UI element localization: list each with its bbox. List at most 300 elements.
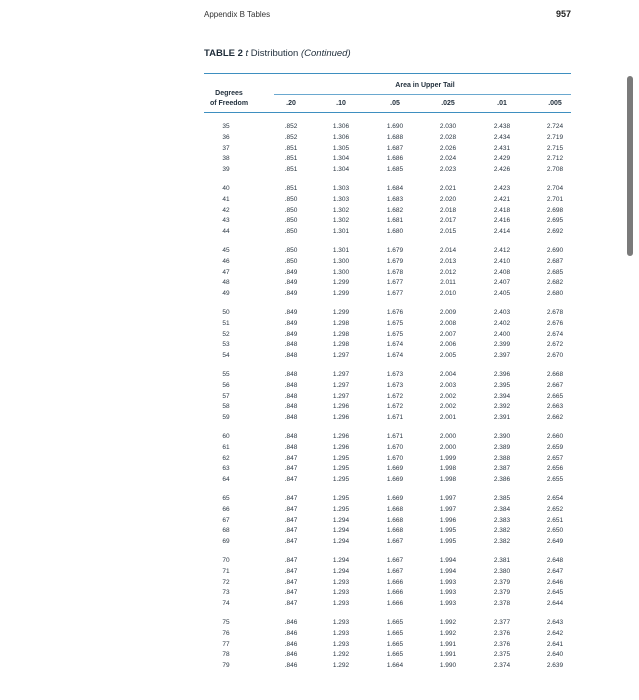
value-cell: 2.390: [493, 433, 511, 440]
value-cell: .848: [284, 381, 298, 389]
column-header: .005: [548, 100, 562, 107]
column-header: .20: [286, 100, 296, 107]
value-cell: 1.679: [386, 257, 404, 265]
table-row: [0, 475, 639, 486]
value-cell: 1.670: [386, 454, 404, 462]
value-cell: 1.298: [332, 319, 350, 327]
df-cell: 52: [222, 330, 230, 338]
value-cell: 2.656: [546, 465, 564, 473]
value-cell: 2.400: [493, 330, 511, 338]
table-row: [0, 618, 639, 629]
value-cell: 2.012: [439, 268, 457, 276]
value-cell: 2.030: [439, 123, 457, 130]
df-cell: 38: [222, 155, 230, 163]
value-cell: 2.429: [493, 155, 511, 163]
value-cell: 2.383: [493, 516, 511, 524]
value-cell: 2.014: [439, 247, 457, 254]
value-cell: 2.006: [439, 341, 457, 349]
table-row: [0, 133, 639, 144]
table-row: [0, 588, 639, 599]
value-cell: 1.681: [386, 217, 404, 225]
value-cell: 2.414: [493, 228, 511, 235]
row-group: [0, 184, 639, 238]
table-row: [0, 599, 639, 610]
value-cell: 2.708: [546, 166, 564, 173]
value-cell: 1.667: [386, 538, 404, 545]
value-cell: 2.381: [493, 557, 511, 564]
df-cell: 36: [222, 133, 230, 141]
value-cell: 2.024: [439, 155, 457, 163]
df-cell: 77: [222, 640, 230, 648]
area-upper-tail-header: Area in Upper Tail: [395, 82, 455, 89]
value-cell: 1.995: [439, 527, 457, 535]
value-cell: 1.669: [386, 495, 404, 502]
df-cell: 75: [222, 619, 230, 626]
vertical-scrollbar[interactable]: [627, 76, 633, 256]
df-header-line1: Degrees: [215, 90, 243, 97]
value-cell: 2.382: [493, 538, 511, 545]
value-cell: 2.426: [493, 166, 511, 173]
df-header-line2: of Freedom: [209, 100, 249, 107]
value-cell: 1.991: [439, 640, 457, 648]
value-cell: 1.679: [386, 247, 404, 254]
value-cell: 1.303: [332, 185, 350, 192]
table-row: [0, 661, 639, 672]
value-cell: 1.674: [386, 341, 404, 349]
value-cell: 1.667: [386, 567, 404, 575]
value-cell: 2.651: [546, 516, 564, 524]
value-cell: 2.690: [546, 247, 564, 254]
value-cell: .847: [284, 567, 298, 575]
value-cell: 1.675: [386, 330, 404, 338]
df-cell: 59: [222, 414, 230, 421]
value-cell: 2.015: [439, 228, 457, 235]
column-header: .10: [336, 100, 346, 107]
value-cell: 2.663: [546, 403, 564, 411]
value-cell: 1.293: [332, 600, 350, 607]
value-cell: 1.680: [386, 228, 404, 235]
value-cell: 1.991: [439, 651, 457, 659]
value-cell: .852: [284, 123, 298, 130]
value-cell: 2.017: [439, 217, 457, 225]
value-cell: 2.394: [493, 392, 511, 400]
value-cell: 2.647: [546, 567, 564, 575]
df-cell: 70: [222, 557, 230, 564]
table-row: [0, 516, 639, 527]
value-cell: 2.026: [439, 144, 457, 152]
value-cell: .849: [284, 319, 298, 327]
value-cell: 1.671: [386, 414, 404, 421]
value-cell: .847: [284, 557, 298, 564]
value-cell: 1.293: [332, 589, 350, 597]
value-cell: 1.678: [386, 268, 404, 276]
value-cell: 1.294: [332, 557, 350, 564]
value-cell: 2.652: [546, 505, 564, 513]
value-cell: 2.011: [440, 279, 456, 287]
value-cell: .847: [284, 516, 298, 524]
value-cell: 1.304: [332, 155, 350, 163]
value-cell: .849: [284, 330, 298, 338]
value-cell: .848: [284, 433, 298, 440]
value-cell: 1.992: [439, 629, 457, 637]
value-cell: 1.293: [332, 629, 350, 637]
value-cell: 2.374: [493, 662, 511, 669]
value-cell: 2.692: [546, 228, 564, 235]
value-cell: 2.018: [439, 206, 457, 214]
table-row: [0, 494, 639, 505]
value-cell: 1.668: [386, 516, 404, 524]
row-group: [0, 618, 639, 672]
table-header-rule: [274, 94, 571, 95]
value-cell: 2.385: [493, 495, 511, 502]
table-title: [204, 48, 351, 59]
value-cell: 2.028: [439, 133, 457, 141]
value-cell: 2.395: [493, 381, 511, 389]
value-cell: .846: [284, 651, 298, 659]
table-header-bottom-rule: [204, 112, 571, 113]
value-cell: .850: [284, 257, 298, 265]
value-cell: 2.023: [439, 166, 457, 173]
value-cell: 2.382: [493, 527, 511, 535]
value-cell: .846: [284, 640, 298, 648]
value-cell: 1.669: [386, 476, 404, 483]
df-cell: 72: [222, 578, 230, 586]
df-cell: 57: [222, 392, 230, 400]
table-row: [0, 351, 639, 362]
value-cell: 2.378: [493, 600, 511, 607]
table-title-continued: (Continued): [300, 48, 351, 59]
value-cell: 1.666: [386, 578, 404, 586]
df-cell: 76: [222, 629, 230, 637]
table-row: [0, 370, 639, 381]
value-cell: 2.392: [493, 403, 511, 411]
value-cell: 1.992: [439, 619, 457, 626]
df-cell: 78: [222, 651, 230, 659]
column-header: .025: [441, 100, 455, 107]
table-row: [0, 556, 639, 567]
value-cell: 1.665: [386, 651, 404, 659]
value-cell: .852: [284, 133, 298, 141]
value-cell: 1.297: [332, 392, 350, 400]
df-cell: 74: [222, 600, 230, 607]
value-cell: 1.671: [386, 433, 404, 440]
value-cell: 2.682: [546, 279, 564, 287]
value-cell: 1.993: [439, 600, 457, 607]
value-cell: 2.724: [546, 123, 564, 130]
value-cell: 2.434: [493, 133, 511, 141]
value-cell: 1.296: [332, 403, 350, 411]
value-cell: 2.384: [493, 505, 511, 513]
df-cell: 54: [222, 352, 230, 359]
value-cell: 2.678: [546, 309, 564, 316]
value-cell: 1.297: [332, 381, 350, 389]
value-cell: 1.690: [386, 123, 404, 130]
df-cell: 73: [222, 589, 230, 597]
value-cell: 1.296: [332, 443, 350, 451]
df-cell: 45: [222, 247, 230, 254]
value-cell: 2.397: [493, 352, 511, 359]
value-cell: 2.715: [546, 144, 564, 152]
value-cell: 2.389: [493, 443, 511, 451]
df-cell: 50: [222, 309, 230, 316]
value-cell: 1.990: [439, 662, 457, 669]
value-cell: 1.993: [439, 578, 457, 586]
table-row: [0, 144, 639, 155]
value-cell: 1.297: [332, 371, 350, 378]
value-cell: .848: [284, 403, 298, 411]
table-row: [0, 567, 639, 578]
table-title-variable: t: [245, 48, 249, 59]
value-cell: 1.994: [439, 567, 457, 575]
value-cell: 1.303: [332, 195, 350, 203]
value-cell: 1.669: [386, 465, 404, 473]
value-cell: 2.388: [493, 454, 511, 462]
value-cell: 2.396: [493, 371, 511, 378]
value-cell: 1.674: [386, 352, 404, 359]
value-cell: 2.701: [546, 195, 564, 203]
column-header: .05: [390, 100, 400, 107]
table-row: [0, 505, 639, 516]
value-cell: 2.640: [546, 651, 564, 659]
value-cell: 2.005: [439, 352, 457, 359]
table-row: [0, 629, 639, 640]
value-cell: 2.013: [439, 257, 457, 265]
value-cell: .848: [284, 352, 298, 359]
value-cell: 2.649: [546, 538, 564, 545]
value-cell: 2.000: [439, 443, 457, 451]
table-row: [0, 289, 639, 300]
df-cell: 41: [222, 195, 230, 203]
df-cell: 37: [222, 144, 230, 152]
value-cell: 1.293: [332, 640, 350, 648]
value-cell: 1.305: [332, 144, 350, 152]
value-cell: 2.685: [546, 268, 564, 276]
row-group: [0, 370, 639, 424]
value-cell: 1.664: [386, 662, 404, 669]
value-cell: 2.379: [493, 578, 511, 586]
table-row: [0, 268, 639, 279]
value-cell: 2.010: [439, 290, 457, 297]
value-cell: 1.668: [386, 505, 404, 513]
value-cell: 2.659: [546, 443, 564, 451]
value-cell: 2.660: [546, 433, 564, 440]
value-cell: 2.380: [493, 567, 511, 575]
table-title-text: Distribution: [248, 48, 301, 59]
df-column-header: [204, 89, 254, 109]
value-cell: 2.376: [493, 629, 511, 637]
row-group: [0, 556, 639, 610]
value-cell: 1.684: [386, 185, 404, 192]
value-cell: 2.021: [439, 185, 457, 192]
value-cell: 2.680: [546, 290, 564, 297]
value-cell: 2.402: [493, 319, 511, 327]
df-cell: 68: [222, 527, 230, 535]
df-cell: 49: [222, 290, 230, 297]
df-cell: 58: [222, 403, 230, 411]
df-cell: 62: [222, 454, 230, 462]
running-head: Appendix B Tables: [204, 10, 271, 19]
table-row: [0, 257, 639, 268]
value-cell: 2.644: [546, 600, 564, 607]
value-cell: 1.994: [439, 557, 457, 564]
value-cell: 1.299: [332, 279, 350, 287]
value-cell: .847: [284, 527, 298, 535]
table-row: [0, 195, 639, 206]
value-cell: 2.000: [439, 433, 457, 440]
value-cell: .847: [284, 589, 298, 597]
value-cell: 2.672: [546, 341, 564, 349]
value-cell: 1.299: [332, 309, 350, 316]
df-cell: 71: [222, 567, 230, 575]
value-cell: .850: [284, 206, 298, 214]
value-cell: 1.685: [386, 166, 404, 173]
column-header: .01: [497, 100, 507, 107]
value-cell: 2.674: [546, 330, 564, 338]
value-cell: .850: [284, 247, 298, 254]
value-cell: 1.673: [386, 371, 404, 378]
value-cell: 2.645: [546, 589, 564, 597]
value-cell: 2.670: [546, 352, 564, 359]
value-cell: 1.301: [332, 228, 350, 235]
value-cell: .846: [284, 629, 298, 637]
value-cell: 2.421: [493, 195, 511, 203]
value-cell: 2.642: [546, 629, 564, 637]
value-cell: 2.004: [439, 371, 457, 378]
value-cell: 2.391: [493, 414, 511, 421]
value-cell: 2.387: [493, 465, 511, 473]
value-cell: 2.719: [546, 133, 564, 141]
table-row: [0, 537, 639, 548]
df-cell: 53: [222, 341, 230, 349]
value-cell: 1.306: [332, 123, 350, 130]
value-cell: 2.407: [493, 279, 511, 287]
table-row: [0, 650, 639, 661]
value-cell: .847: [284, 538, 298, 545]
df-cell: 65: [222, 495, 230, 502]
table-row: [0, 340, 639, 351]
value-cell: 1.300: [332, 268, 350, 276]
value-cell: 2.646: [546, 578, 564, 586]
value-cell: 1.301: [332, 247, 350, 254]
df-cell: 42: [222, 206, 230, 214]
value-cell: 1.295: [332, 465, 350, 473]
value-cell: 1.665: [386, 640, 404, 648]
value-cell: 1.294: [332, 538, 350, 545]
value-cell: 1.687: [386, 144, 404, 152]
value-cell: 1.295: [332, 454, 350, 462]
df-cell: 66: [222, 505, 230, 513]
table-row: [0, 246, 639, 257]
value-cell: 2.002: [439, 392, 457, 400]
value-cell: .847: [284, 578, 298, 586]
table-row: [0, 165, 639, 176]
value-cell: 2.668: [546, 371, 564, 378]
value-cell: .848: [284, 371, 298, 378]
page-number: 957: [555, 9, 571, 19]
value-cell: 1.997: [439, 505, 457, 513]
row-group: [0, 432, 639, 486]
value-cell: 2.648: [546, 557, 564, 564]
value-cell: 1.667: [386, 557, 404, 564]
value-cell: 1.292: [332, 651, 350, 659]
value-cell: 1.299: [332, 290, 350, 297]
value-cell: .847: [284, 465, 298, 473]
table-row: [0, 443, 639, 454]
df-cell: 46: [222, 257, 230, 265]
value-cell: .846: [284, 662, 298, 669]
df-cell: 47: [222, 268, 230, 276]
value-cell: 1.294: [332, 527, 350, 535]
value-cell: 1.677: [386, 279, 404, 287]
value-cell: 2.002: [439, 403, 457, 411]
table-row: [0, 526, 639, 537]
value-cell: 2.639: [546, 662, 564, 669]
value-cell: 2.375: [493, 651, 511, 659]
value-cell: 1.302: [332, 206, 350, 214]
value-cell: 1.293: [332, 619, 350, 626]
value-cell: 2.431: [493, 144, 511, 152]
value-cell: 1.666: [386, 589, 404, 597]
value-cell: .848: [284, 341, 298, 349]
value-cell: 2.412: [493, 247, 511, 254]
df-cell: 64: [222, 476, 230, 483]
value-cell: 2.410: [493, 257, 511, 265]
value-cell: 1.998: [439, 465, 457, 473]
df-cell: 55: [222, 371, 230, 378]
table-row: [0, 216, 639, 227]
value-cell: 2.377: [493, 619, 511, 626]
value-cell: 2.665: [546, 392, 564, 400]
value-cell: 1.304: [332, 166, 350, 173]
value-cell: 2.008: [439, 319, 457, 327]
value-cell: 2.641: [546, 640, 564, 648]
value-cell: 1.295: [332, 476, 350, 483]
df-cell: 43: [222, 217, 230, 225]
value-cell: .847: [284, 495, 298, 502]
value-cell: .850: [284, 228, 298, 235]
value-cell: 1.675: [386, 319, 404, 327]
value-cell: 1.673: [386, 381, 404, 389]
df-cell: 63: [222, 465, 230, 473]
table-row: [0, 454, 639, 465]
value-cell: 1.683: [386, 195, 404, 203]
value-cell: 2.643: [546, 619, 564, 626]
value-cell: 1.298: [332, 330, 350, 338]
value-cell: 1.677: [386, 290, 404, 297]
df-cell: 44: [222, 228, 230, 235]
value-cell: 2.423: [493, 185, 511, 192]
value-cell: 1.293: [332, 578, 350, 586]
value-cell: 2.405: [493, 290, 511, 297]
table-row: [0, 330, 639, 341]
value-cell: 1.686: [386, 155, 404, 163]
value-cell: 1.995: [439, 538, 457, 545]
value-cell: 2.662: [546, 414, 564, 421]
value-cell: .847: [284, 454, 298, 462]
value-cell: 2.438: [493, 123, 511, 130]
value-cell: 2.003: [439, 381, 457, 389]
table-row: [0, 464, 639, 475]
df-cell: 60: [222, 433, 230, 440]
value-cell: .849: [284, 309, 298, 316]
df-cell: 40: [222, 185, 230, 192]
table-top-rule: [204, 73, 571, 74]
table-row: [0, 206, 639, 217]
value-cell: 2.386: [493, 476, 511, 483]
value-cell: .851: [284, 166, 298, 173]
value-cell: 1.676: [386, 309, 404, 316]
df-cell: 69: [222, 538, 230, 545]
